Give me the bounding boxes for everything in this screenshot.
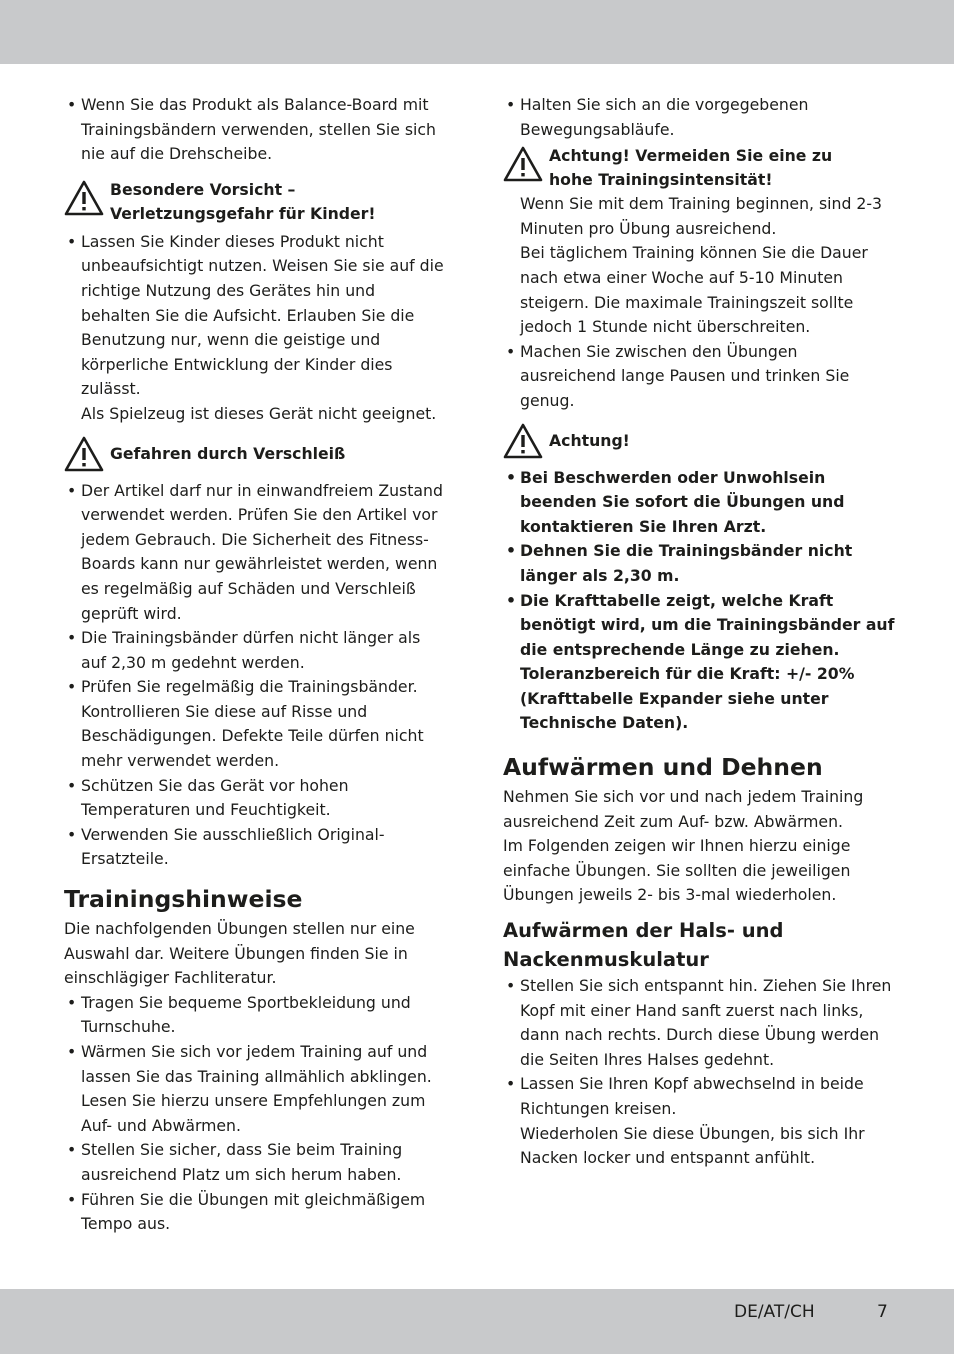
footer-region: DE/AT/CH xyxy=(734,1302,815,1322)
warning-icon xyxy=(503,423,543,459)
list-item: • Stellen Sie sich entspannt hin. Ziehen Sie Ihren Kopf mit einer Hand sanft zuerst nach links, dann nach rechts. Durch diese Übung werden die Seiten Ihres Halses gedehnt. xyxy=(503,974,897,1072)
paragraph: Die nachfolgenden Übungen stellen nur eine Auswahl dar. Weitere Übungen finden Sie in einschlägiger Fachliteratur. xyxy=(64,919,415,988)
list-item: • Der Artikel darf nur in einwandfreiem Zustand verwendet werden. Prüfen Sie den Artikel vor jedem Gebrauch. Die Sicherheit des Fitness-Boards kann nur gewährleistet werden, wenn es regelmäßig auf Schäden und Verschleiß geprüft wird. xyxy=(64,479,448,627)
warning-icon xyxy=(503,146,543,182)
list-item: • Wärmen Sie sich vor jedem Training auf und lassen Sie das Training allmählich abklingen. Lesen Sie hierzu unsere Empfehlungen zum Auf- und Abwärmen. xyxy=(64,1040,448,1138)
list-item: • Die Trainingsbänder dürfen nicht länger als auf 2,30 m gedehnt werden. xyxy=(64,626,448,675)
left-column xyxy=(64,93,448,1237)
right-column xyxy=(503,93,897,1171)
warning-attention: Achtung! xyxy=(503,429,897,453)
paragraph: Bei täglichem Training können Sie die Dauer nach etwa einer Woche auf 5-10 Minuten steigern. Die maximale Trainingszeit sollte jedoch 1 Stunde nicht überschreiten. xyxy=(520,243,868,337)
page-number: 7 xyxy=(877,1302,888,1322)
list-item: • Tragen Sie bequeme Sportbekleidung und Turnschuhe. xyxy=(64,991,448,1040)
list-item: • Verwenden Sie ausschließlich Original-Ersatzteile. xyxy=(64,823,448,872)
section-heading: Trainingshinweise xyxy=(64,885,303,914)
list-item: • Stellen Sie sicher, dass Sie beim Training ausreichend Platz um sich herum haben. xyxy=(64,1138,448,1187)
header-bar xyxy=(0,0,954,64)
list-item: • Führen Sie die Übungen mit gleichmäßigem Tempo aus. xyxy=(64,1188,448,1237)
note-text: Als Spielzeug ist dieses Gerät nicht geeignet. xyxy=(81,403,437,423)
list-item: • Bei Beschwerden oder Unwohlsein beenden Sie sofort die Übungen und kontaktieren Sie Ihren Arzt. xyxy=(503,466,897,540)
note-text: Wiederholen Sie diese Übungen, bis sich Ihr Nacken locker und entspannt anfühlt. xyxy=(520,1123,865,1168)
list-item: • Lassen Sie Kinder dieses Produkt nicht unbeaufsichtigt nutzen. Weisen Sie sie auf die richtige Nutzung des Gerätes hin und behalten Sie die Aufsicht. Erlauben Sie die Benutzung nur, wenn die geistige und körperliche Entwicklung der Kinder dies zulässt. xyxy=(64,230,448,402)
warning-icon xyxy=(64,436,104,472)
paragraph: Nehmen Sie sich vor und nach jedem Training ausreichend Zeit zum Auf- bzw. Abwärmen. xyxy=(503,787,864,831)
list-item: • Dehnen Sie die Trainingsbänder nicht länger als 2,30 m. xyxy=(503,539,897,588)
subsection-heading: Aufwärmen der Hals- und Nackenmuskulatur xyxy=(503,919,784,972)
list-item: • Machen Sie zwischen den Übungen ausreichend lange Pausen und trinken Sie genug. xyxy=(503,340,897,414)
warning-wear: Gefahren durch Verschleiß xyxy=(64,442,448,466)
list-item: • Prüfen Sie regelmäßig die Trainingsbänder. Kontrollieren Sie diese auf Risse und Beschädigungen. Defekte Teile dürfen nicht mehr verwendet werden. xyxy=(64,675,448,773)
list-item: • Lassen Sie Ihren Kopf abwechselnd in beide Richtungen kreisen. xyxy=(503,1072,897,1121)
paragraph: Im Folgenden zeigen wir Ihnen hierzu einige einfache Übungen. Sie sollten die jeweiligen Übungen jeweils 2- bis 3-mal wiederholen. xyxy=(503,836,851,905)
section-heading: Aufwärmen und Dehnen xyxy=(503,753,823,782)
warning-children: Besondere Vorsicht – Verletzungsgefahr für Kinder! xyxy=(64,178,448,226)
list-item: • Die Krafttabelle zeigt, welche Kraft benötigt wird, um die Trainingsbänder auf die entsprechende Länge zu ziehen. Toleranzbereich für die Kraft: +/- 20% (Krafttabelle Expander siehe unter Technische Daten). xyxy=(503,589,897,737)
warning-intensity: Achtung! Vermeiden Sie eine zu hohe Trainingsintensität! xyxy=(503,144,897,192)
list-item: • Wenn Sie das Produkt als Balance-Board mit Trainingsbändern verwenden, stellen Sie sich nie auf die Drehscheibe. xyxy=(64,93,448,167)
warning-icon xyxy=(64,180,104,216)
paragraph: Wenn Sie mit dem Training beginnen, sind 2-3 Minuten pro Übung ausreichend. xyxy=(520,194,883,238)
list-item: • Schützen Sie das Gerät vor hohen Temperaturen und Feuchtigkeit. xyxy=(64,774,448,823)
list-item: • Halten Sie sich an die vorgegebenen Bewegungsabläufe. xyxy=(503,93,897,142)
